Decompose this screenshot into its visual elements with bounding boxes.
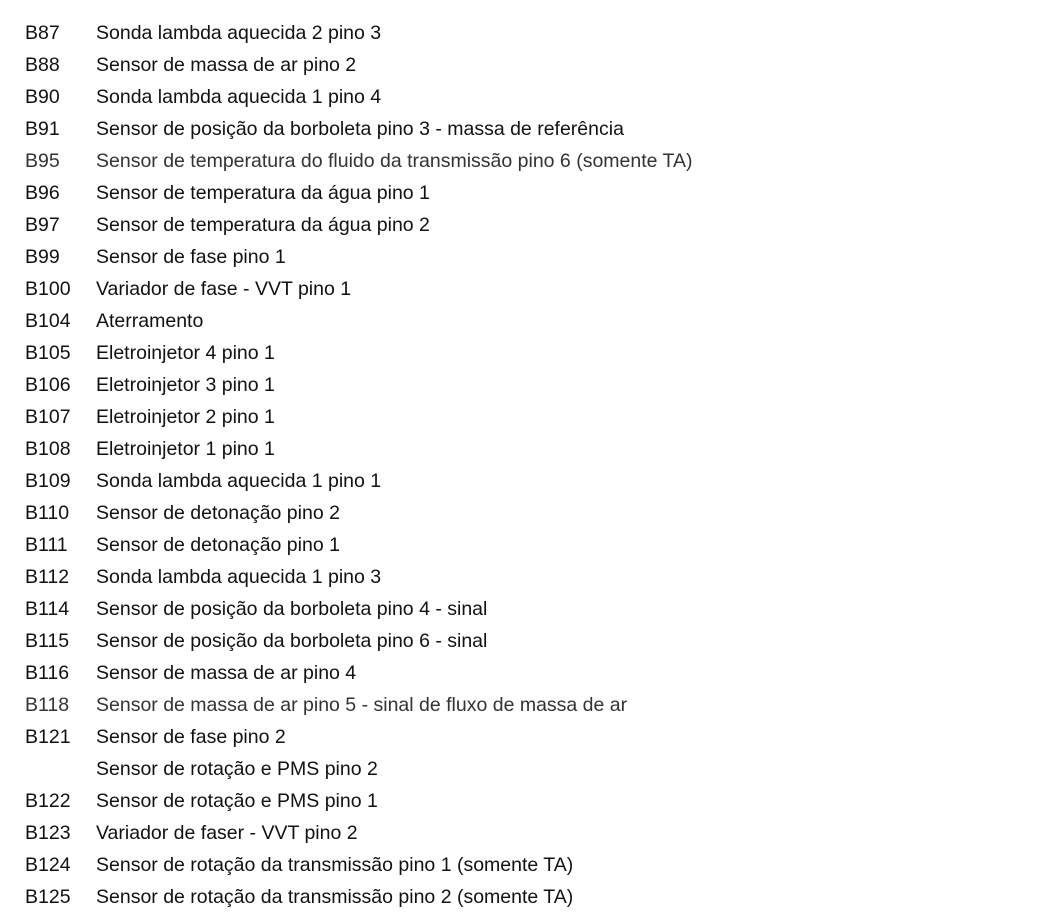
pin-code: B122 (25, 790, 71, 812)
pin-description: Variador de fase - VVT pino 1 (96, 278, 352, 300)
pin-code: B105 (25, 342, 71, 364)
pin-description: Sonda lambda aquecida 1 pino 3 (96, 566, 382, 588)
pin-row (25, 209, 1035, 241)
pin-code: B104 (25, 310, 71, 332)
pin-code: B124 (25, 854, 71, 876)
pin-row (25, 369, 1035, 401)
pin-description: Sensor de temperatura do fluido da transmissão pino 6 (somente TA) (96, 150, 693, 172)
pin-row (25, 177, 1035, 209)
pin-row (25, 49, 1035, 81)
pin-row (25, 529, 1035, 561)
pin-description: Eletroinjetor 2 pino 1 (96, 406, 275, 428)
pin-row (25, 401, 1035, 433)
pin-row (25, 113, 1035, 145)
pin-description: Sensor de rotação da transmissão pino 1 (somente TA) (96, 854, 574, 876)
pin-code: B106 (25, 374, 71, 396)
pin-description: Sensor de detonação pino 1 (96, 534, 340, 556)
pin-code: B99 (25, 246, 60, 268)
pin-code: B110 (25, 502, 70, 524)
pin-description: Sensor de posição da borboleta pino 6 - sinal (96, 630, 488, 652)
pin-code: B125 (25, 886, 71, 908)
pin-row (25, 593, 1035, 625)
pin-description: Sensor de temperatura da água pino 1 (96, 182, 430, 204)
pin-description: Sensor de fase pino 1 (96, 246, 286, 268)
pin-code: B114 (25, 598, 70, 620)
pin-description: Variador de faser - VVT pino 2 (96, 822, 358, 844)
pin-description: Sonda lambda aquecida 1 pino 4 (96, 86, 382, 108)
pin-code: B107 (25, 406, 71, 428)
pin-description: Eletroinjetor 3 pino 1 (96, 374, 275, 396)
pin-code: B112 (25, 566, 70, 588)
pin-row (25, 17, 1035, 49)
pin-code: B118 (25, 694, 70, 716)
pin-description: Sensor de massa de ar pino 4 (96, 662, 357, 684)
pin-row (25, 561, 1035, 593)
pin-description: Sensor de massa de ar pino 5 - sinal de fluxo de massa de ar (96, 694, 628, 716)
pin-code: B96 (25, 182, 60, 204)
pin-row (25, 337, 1035, 369)
pin-row (25, 625, 1035, 657)
pin-row (25, 273, 1035, 305)
pin-row (25, 305, 1035, 337)
pin-row (25, 881, 1035, 913)
pin-code: B116 (25, 662, 70, 684)
pin-row (25, 81, 1035, 113)
pin-description: Sensor de posição da borboleta pino 3 - massa de referência (96, 118, 624, 140)
pin-row (25, 241, 1035, 273)
pin-row (25, 433, 1035, 465)
pin-code: B115 (25, 630, 70, 652)
pin-description: Sensor de posição da borboleta pino 4 - sinal (96, 598, 488, 620)
pin-description: Sensor de rotação da transmissão pino 2 (somente TA) (96, 886, 574, 908)
pin-description: Aterramento (96, 310, 204, 332)
pin-row (25, 497, 1035, 529)
pin-code: B108 (25, 438, 71, 460)
pin-row (25, 689, 1035, 721)
pin-row (25, 785, 1035, 817)
pin-description: Sensor de rotação e PMS pino 2 (96, 758, 378, 780)
pin-code: B121 (25, 726, 71, 748)
pin-row (25, 817, 1035, 849)
pin-code: B95 (25, 150, 60, 172)
pin-row (25, 849, 1035, 881)
pin-row (25, 721, 1035, 753)
pin-description: Sonda lambda aquecida 1 pino 1 (96, 470, 382, 492)
pin-description: Sensor de massa de ar pino 2 (96, 54, 357, 76)
pin-code: B90 (25, 86, 60, 108)
pin-code: B100 (25, 278, 71, 300)
pin-description: Eletroinjetor 1 pino 1 (96, 438, 275, 460)
pin-list (25, 17, 1035, 913)
pin-description: Sensor de rotação e PMS pino 1 (96, 790, 378, 812)
pin-code: B91 (25, 118, 60, 140)
pin-code: B109 (25, 470, 71, 492)
pin-row (25, 465, 1035, 497)
pin-row (25, 753, 1035, 785)
pin-code: B97 (25, 214, 60, 236)
pin-code: B87 (25, 22, 60, 44)
pin-code: B123 (25, 822, 71, 844)
pin-description: Sensor de detonação pino 2 (96, 502, 340, 524)
pin-description: Sonda lambda aquecida 2 pino 3 (96, 22, 382, 44)
pin-row (25, 657, 1035, 689)
pin-code: B111 (25, 534, 68, 556)
pin-description: Eletroinjetor 4 pino 1 (96, 342, 275, 364)
pin-description: Sensor de fase pino 2 (96, 726, 286, 748)
pin-row (25, 145, 1035, 177)
pin-code: B88 (25, 54, 60, 76)
pin-description: Sensor de temperatura da água pino 2 (96, 214, 430, 236)
